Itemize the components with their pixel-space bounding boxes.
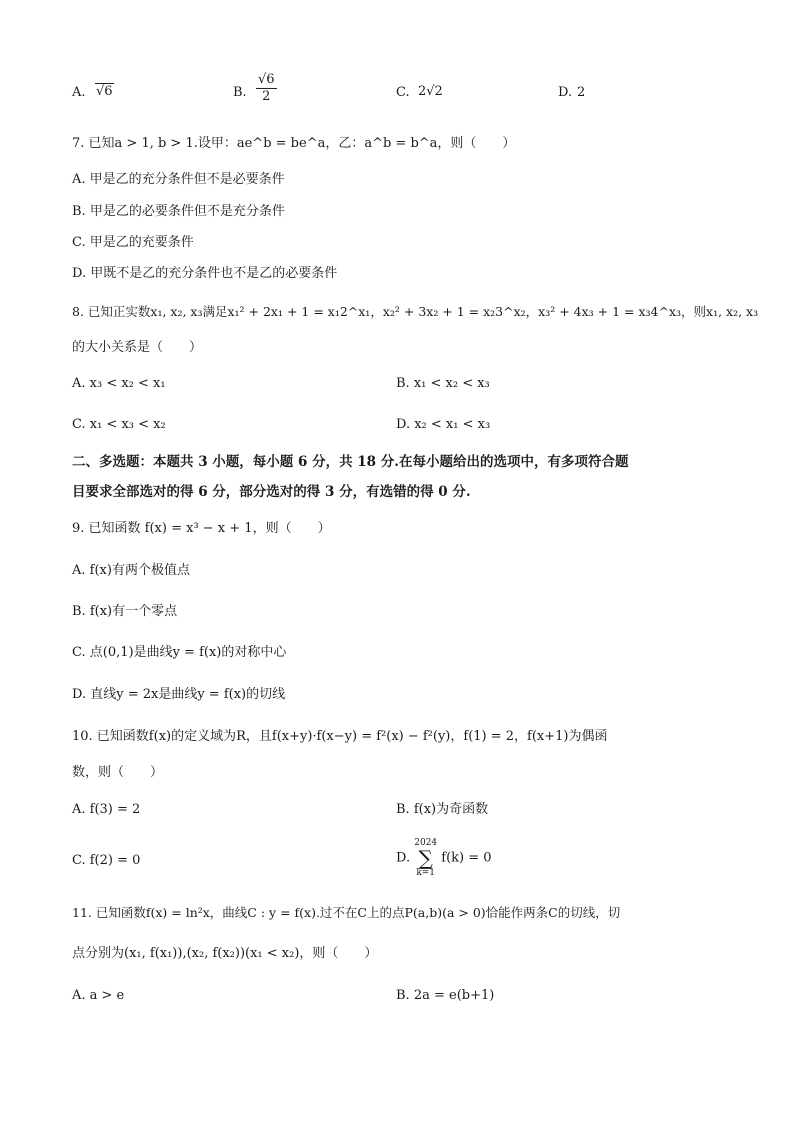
q8-option-d: D. x₂ < x₁ < x₃ (396, 417, 491, 432)
q10-option-d-label: D. (396, 850, 411, 866)
q11-stem-line-1: 11. 已知函数f(x) = ln²x，曲线C : y = f(x).过不在C上的点P(a,b)(a > 0)恰能作两条C的切线，切 (72, 905, 621, 920)
q9-option-a: A. f(x)有两个极值点 (72, 563, 190, 578)
q6-option-d-label: D. (558, 85, 573, 100)
q6-option-b-fraction (256, 72, 277, 105)
q10-option-c: C. f(2) = 0 (72, 853, 141, 868)
q10-option-d (396, 838, 492, 878)
section-2-heading-line-1: 二、多选题：本题共 3 小题，每小题 6 分，共 18 分.在每小题给出的选项中，有多项符合题 (72, 454, 629, 470)
q10-stem-line-2: 数，则（ ） (72, 765, 164, 780)
section-2-heading-line-2: 目要求全部选对的得 6 分，部分选对的得 3 分，有选错的得 0 分. (72, 484, 471, 500)
q6-option-c-label: C. (396, 85, 410, 100)
q6-option-c-value: 2√2 (418, 84, 443, 99)
q7-option-b: B. 甲是乙的必要条件但不是充分条件 (72, 204, 285, 219)
q11-option-a: A. a > e (72, 988, 125, 1003)
q9-option-d: D. 直线y = 2x是曲线y = f(x)的切线 (72, 687, 286, 702)
q11-option-b: B. 2a = e(b+1) (396, 988, 495, 1003)
q9-stem: 9. 已知函数 f(x) = x³ − x + 1，则（ ） (72, 521, 331, 536)
q10-option-a: A. f(3) = 2 (72, 802, 141, 817)
q8-stem-line-1: 8. 已知正实数x₁, x₂, x₃满足x₁² + 2x₁ + 1 = x₁2^x₁，x₂² + 3x₂ + 1 = x₂3^x₂，x₃² + 4x₃ + 1 = x₃4^x₃，则x₁, x₂, x₃ (72, 304, 759, 319)
q10-summation-lower: k=1 (416, 868, 436, 878)
q8-stem-line-2: 的大小关系是（ ） (72, 340, 203, 355)
q11-stem-line-2: 点分别为(x₁, f(x₁)),(x₂, f(x₂))(x₁ < x₂)，则（ ） (72, 946, 378, 961)
q9-option-c: C. 点(0,1)是曲线y = f(x)的对称中心 (72, 645, 287, 660)
q7-stem: 7. 已知a > 1, b > 1.设甲：ae^b = be^a，乙：a^b = b^a，则（ ） (72, 136, 516, 151)
q6-option-a-label: A. (72, 85, 86, 100)
q7-option-d: D. 甲既不是乙的充分条件也不是乙的必要条件 (72, 266, 338, 281)
q8-option-b: B. x₁ < x₂ < x₃ (396, 376, 490, 391)
q6-option-b-label: B. (233, 85, 247, 100)
q6-option-a-value: √6 (96, 84, 113, 99)
q7-option-c: C. 甲是乙的充要条件 (72, 235, 194, 250)
q10-summation-upper: 2024 (414, 838, 438, 848)
q10-option-b: B. f(x)为奇函数 (396, 802, 489, 817)
q6-option-d-value: 2 (577, 85, 586, 100)
q7-option-a: A. 甲是乙的充分条件但不是必要条件 (72, 172, 285, 187)
q8-option-c: C. x₁ < x₃ < x₂ (72, 417, 166, 432)
q6-option-b-denominator: 2 (262, 89, 271, 104)
q10-option-d-expression: f(k) = 0 (441, 850, 492, 866)
q10-stem-line-1: 10. 已知函数f(x)的定义域为R，且f(x+y)·f(x−y) = f²(x) − f²(y)，f(1) = 2，f(x+1)为偶函 (72, 729, 608, 744)
q9-option-b: B. f(x)有一个零点 (72, 604, 178, 619)
q10-summation-sigma: ∑ (418, 846, 433, 870)
q6-option-b-numerator: √6 (258, 72, 275, 87)
q10-option-d-summation (414, 838, 437, 878)
q8-option-a: A. x₃ < x₂ < x₁ (72, 376, 166, 391)
